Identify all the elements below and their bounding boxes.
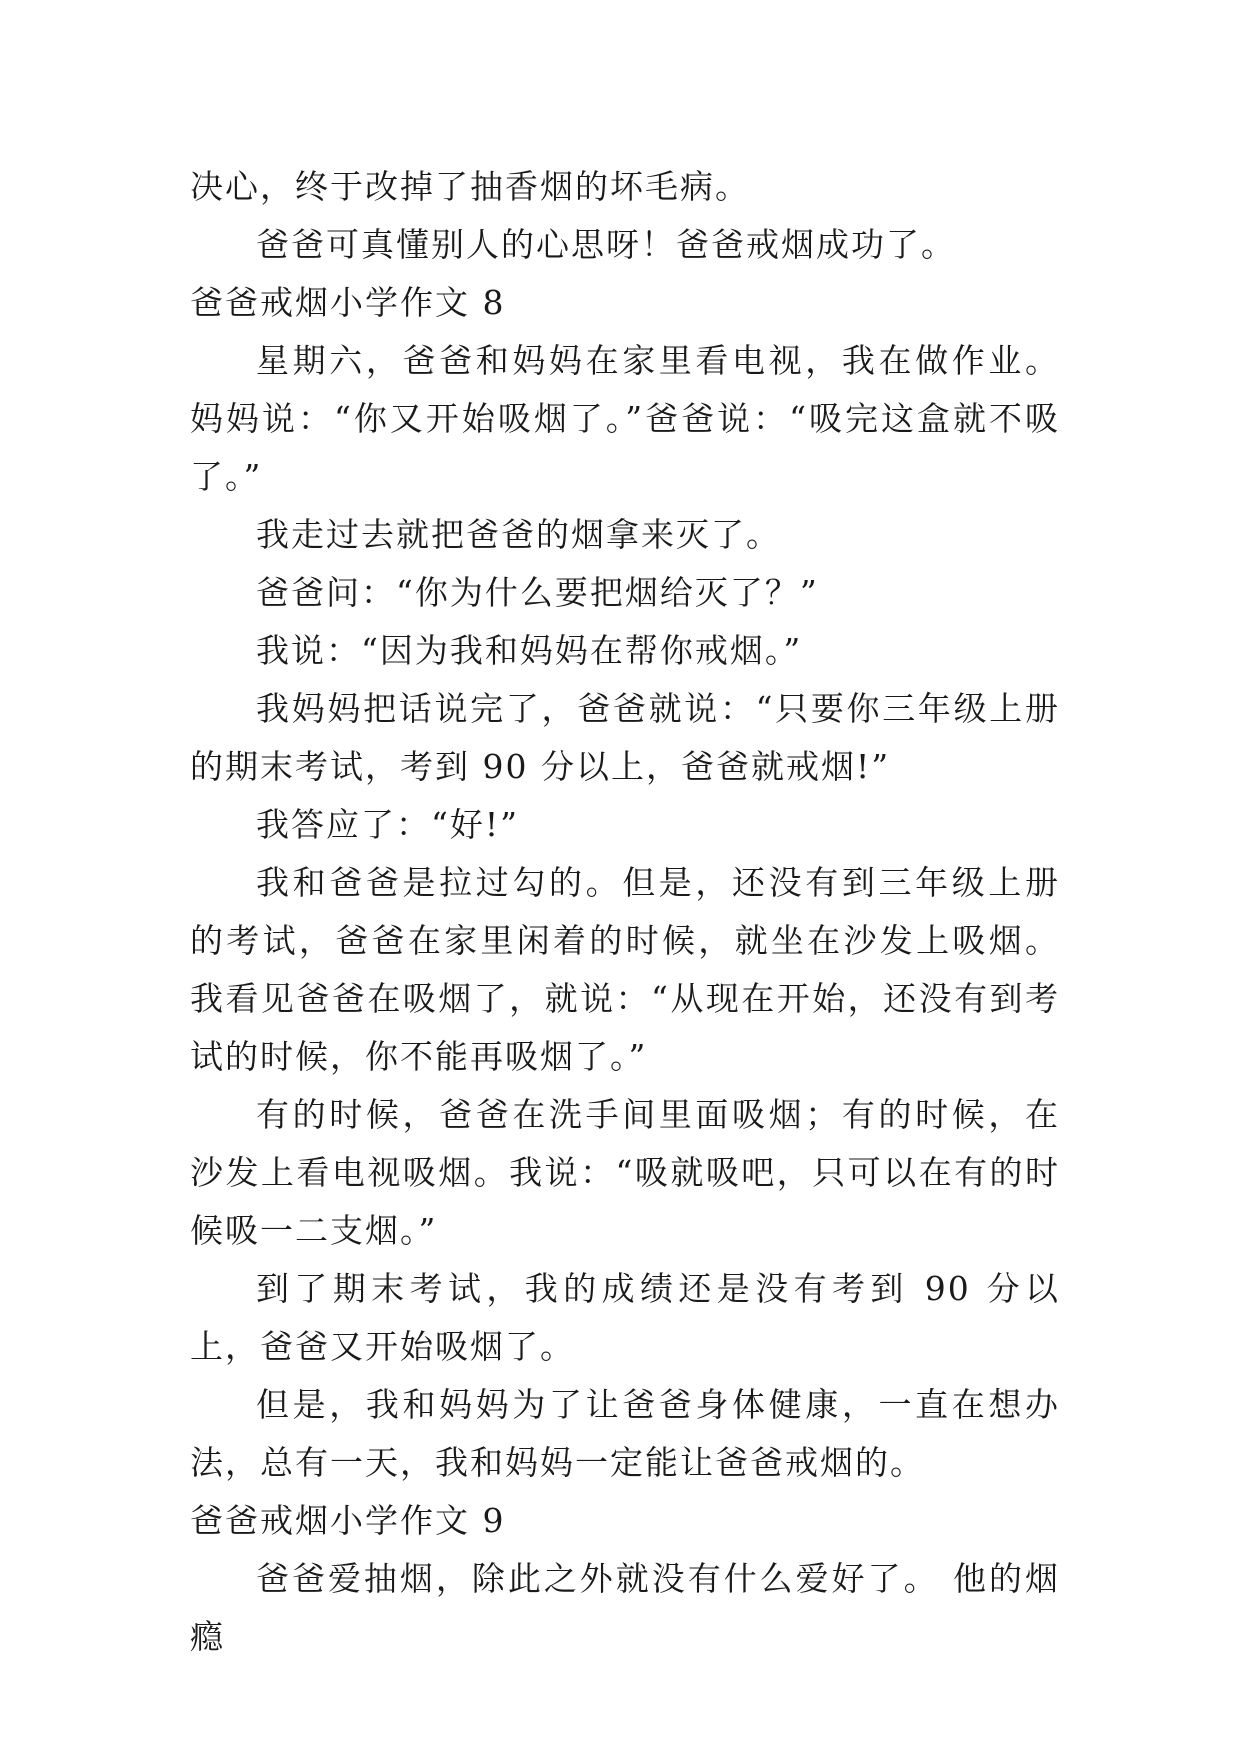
paragraph-10: 有的时候，爸爸在洗手间里面吸烟；有的时候，在沙发上看电视吸烟。我说：“吸就吸吧，只可以在有的时候吸一二支烟。” [190, 1095, 1060, 1250]
paragraph-6: 我说：“因为我和妈妈在帮你戒烟。” [256, 631, 803, 670]
paragraph-8: 我答应了：“好!” [256, 805, 520, 844]
section-heading-8: 爸爸戒烟小学作文 8 [190, 283, 506, 322]
paragraph-11: 到了期末考试，我的成绩还是没有考到 90 分以上，爸爸又开始吸烟了。 [190, 1269, 1060, 1366]
paragraph-0: 决心，终于改掉了抽香烟的坏毛病。 [190, 167, 750, 206]
paragraph-3: 星期六，爸爸和妈妈在家里看电视，我在做作业。妈妈说：“你又开始吸烟了。”爸爸说：“吸完这盒就不吸了。” [190, 341, 1060, 496]
paragraph-7: 我妈妈把话说完了，爸爸就说：“只要你三年级上册的期末考试，考到 90 分以上，爸爸就戒烟!” [190, 689, 1060, 786]
document-body [190, 158, 1060, 1666]
paragraph-1: 爸爸可真懂别人的心思呀！爸爸戒烟成功了。 [256, 225, 956, 264]
section-heading-9: 爸爸戒烟小学作文 9 [190, 1501, 506, 1540]
paragraph-5: 爸爸问：“你为什么要把烟给灭了？” [256, 573, 819, 612]
paragraph-12: 但是，我和妈妈为了让爸爸身体健康，一直在想办法，总有一天，我和妈妈一定能让爸爸戒烟的。 [190, 1385, 1060, 1482]
paragraph-4: 我走过去就把爸爸的烟拿来灭了。 [256, 515, 781, 554]
paragraph-14: 爸爸爱抽烟，除此之外就没有什么爱好了。 他的烟瘾 [190, 1559, 1060, 1656]
paragraph-9: 我和爸爸是拉过勾的。但是，还没有到三年级上册的考试，爸爸在家里闲着的时候，就坐在沙发上吸烟。我看见爸爸在吸烟了，就说：“从现在开始，还没有到考试的时候，你不能再吸烟了。” [190, 863, 1060, 1076]
